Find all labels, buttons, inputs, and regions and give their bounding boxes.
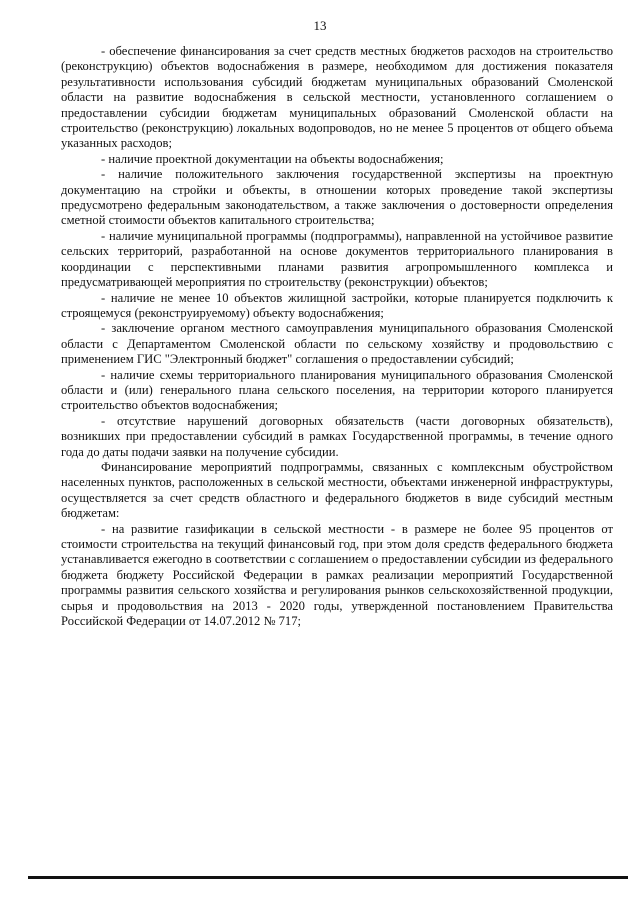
paragraph: - наличие схемы территориального планирования муниципального образования Смоленской области и (или) генерального плана сельского поселения, на территории которого планируется строительство объектов водоснабжения; (61, 367, 613, 413)
page-number: 13 (313, 18, 327, 33)
body-text (61, 44, 613, 629)
paragraph: Финансирование мероприятий подпрограммы, связанных с комплексным обустройством населенных пунктов, расположенных в сельской местности, объектами инженерной инфраструктуры, осуществляется за счет средств областного и федерального бюджетов в виде субсидий местным бюджетам: (61, 459, 613, 521)
bottom-rule (28, 876, 628, 879)
paragraph: - наличие положительного заключения государственной экспертизы на проектную документацию на стройки и объекты, в отношении которых проведение такой экспертизы предусмотрено федеральным законодательством, а также заключения о достоверности определения сметной стоимости объектов капитального строительства; (61, 167, 613, 228)
paragraph: - обеспечение финансирования за счет средств местных бюджетов расходов на строительство (реконструкцию) объектов водоснабжения в размере, необходимом для достижения показателя результативности использования субсидий бюджетам муниципальных образований Смоленской области на развитие водоснабжения в сельской местности, установленного соглашением о предоставлении субсидии бюджетам муниципальных образований Смоленской области на строительство (реконструкцию) локальных водопроводов, но не менее 5 процентов от общего объема указанных расходов; (61, 44, 613, 151)
paragraph: - наличие не менее 10 объектов жилищной застройки, которые планируется подключить к строящемуся (реконструируемому) объекту водоснабжения; (61, 290, 613, 320)
paragraph: - наличие муниципальной программы (подпрограммы), направленной на устойчивое развитие сельских территорий, разработанной на основе документов территориального планирования в координации с перспективными планами развития агропромышленного комплекса и предусматривающей мероприятия по строительству (реконструкции) объектов; (61, 228, 613, 290)
paragraph: - наличие проектной документации на объекты водоснабжения; (101, 151, 444, 166)
paragraph: - на развитие газификации в сельской местности - в размере не более 95 процентов от стоимости строительства на текущий финансовый год, при этом доля средств федерального бюджета устанавливается ежегодно в соответствии с соглашением о предоставлении субсидии из федерального бюджета бюджету Российской Федерации в рамках реализации мероприятий Государственной программы развития сельского хозяйства и регулирования рынков сельскохозяйственной продукции, сырья и продовольствия на 2013 - 2020 годы, утвержденной постановлением Правительства Российской Федерации от 14.07.2012 № 717; (61, 521, 613, 629)
paragraph: - заключение органом местного самоуправления муниципального образования Смоленской области с Департаментом Смоленской области по сельскому хозяйству и продовольствию с применением ГИС "Электронный бюджет" соглашения о предоставлении субсидий; (61, 321, 613, 367)
paragraph: - отсутствие нарушений договорных обязательств (части договорных обязательств), возникших при предоставлении субсидий в рамках Государственной программы, в течение одного года до даты подачи заявки на получение субсидии. (61, 413, 613, 459)
